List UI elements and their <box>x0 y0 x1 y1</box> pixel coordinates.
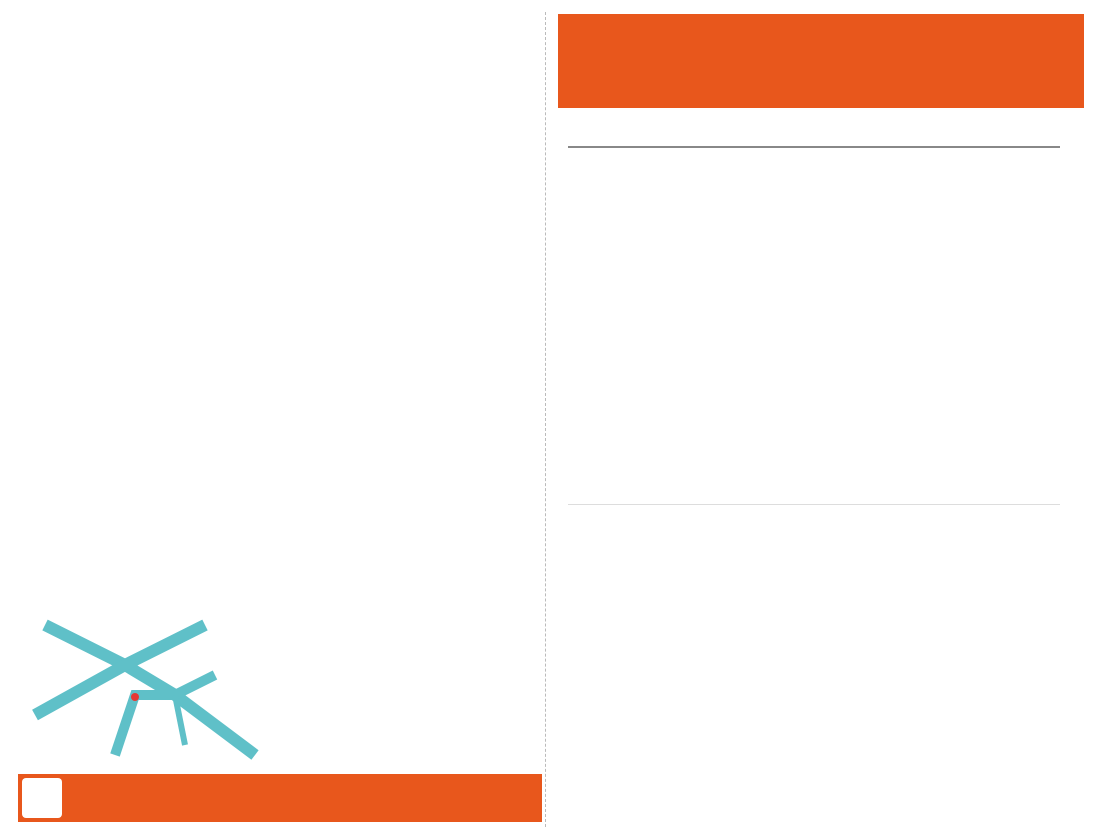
title-rule <box>568 146 1060 148</box>
church-logo <box>22 778 62 818</box>
footer-bar <box>18 774 542 822</box>
page-divider <box>545 12 546 827</box>
location-map <box>25 605 285 765</box>
bulletin-header <box>558 14 1084 108</box>
reading-rule <box>568 504 1060 505</box>
